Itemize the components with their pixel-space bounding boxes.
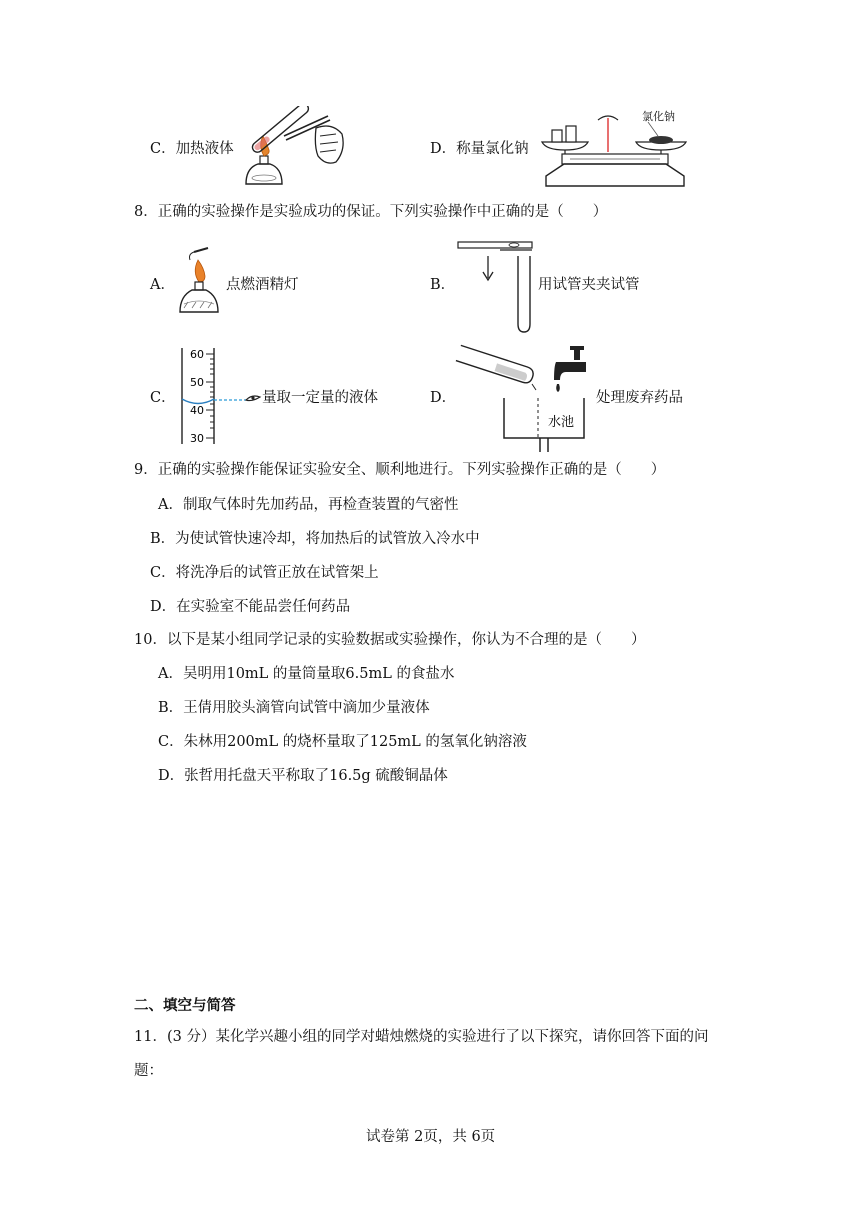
test-tube-clamp-figure — [456, 238, 540, 334]
q8-option-a-letter: A． — [150, 277, 175, 293]
q9-option-c: C．将洗净后的试管正放在试管架上 — [150, 565, 379, 581]
q10-option-b: B．王倩用胶头滴管向试管中滴加少量液体 — [158, 700, 430, 716]
q9-option-b: B．为使试管快速冷却，将加热后的试管放入冷水中 — [150, 531, 480, 547]
q8-option-d-letter: D． — [430, 390, 457, 406]
q9-option-d: D．在实验室不能品尝任何药品 — [150, 599, 351, 615]
section-heading: 二、填空与简答 — [134, 997, 236, 1014]
q8-option-c-text: 量取一定量的液体 — [262, 390, 378, 406]
q10-stem: 10．以下是某小组同学记录的实验数据或实验操作，你认为不合理的是（ ） — [134, 632, 646, 648]
q8-option-b-letter: B． — [430, 277, 456, 293]
lighting-alcohol-lamp-figure — [174, 246, 224, 316]
heating-liquid-figure — [236, 106, 348, 190]
sodium-chloride-label: 氯化钠 — [642, 110, 675, 123]
q8-option-d-text: 处理废弃药品 — [596, 390, 683, 406]
q9-option-a: A．制取气体时先加药品，再检查装置的气密性 — [158, 497, 459, 513]
waste-disposal-figure — [452, 340, 594, 454]
q9-stem: 9．正确的实验操作能保证实验安全、顺利地进行。下列实验操作正确的是（ ） — [134, 462, 666, 478]
page-footer: 试卷第 2页，共 6页 — [366, 1129, 496, 1145]
tick-60: 60 — [190, 348, 204, 361]
q11-line1: 11．(3 分）某化学兴趣小组的同学对蜡烛燃烧的实验进行了以下探究，请你回答下面的问 — [134, 1029, 709, 1045]
tick-50: 50 — [190, 376, 204, 389]
q10-option-a: A．吴明用10mL 的量筒量取6.5mL 的食盐水 — [158, 666, 455, 682]
tick-40: 40 — [190, 404, 204, 417]
q8-option-a-text: 点燃酒精灯 — [226, 277, 299, 293]
sink-label: 水池 — [548, 415, 575, 430]
weighing-balance-figure — [540, 104, 690, 188]
q7-option-d-label: D．称量氯化钠 — [430, 141, 529, 157]
tick-30: 30 — [190, 432, 204, 445]
q8-option-c-letter: C． — [150, 390, 176, 406]
q10-option-c: C．朱林用200mL 的烧杯量取了125mL 的氢氧化钠溶液 — [158, 734, 527, 750]
q10-option-d: D．张哲用托盘天平称取了16.5g 硫酸铜晶体 — [158, 768, 448, 784]
graduated-cylinder-figure — [176, 344, 262, 448]
q7-option-c-label: C．加热液体 — [150, 141, 234, 157]
q11-line2: 题： — [134, 1063, 163, 1079]
q8-option-b-text: 用试管夹夹试管 — [538, 277, 640, 293]
q8-stem: 8．正确的实验操作是实验成功的保证。下列实验操作中正确的是（ ） — [134, 204, 608, 220]
